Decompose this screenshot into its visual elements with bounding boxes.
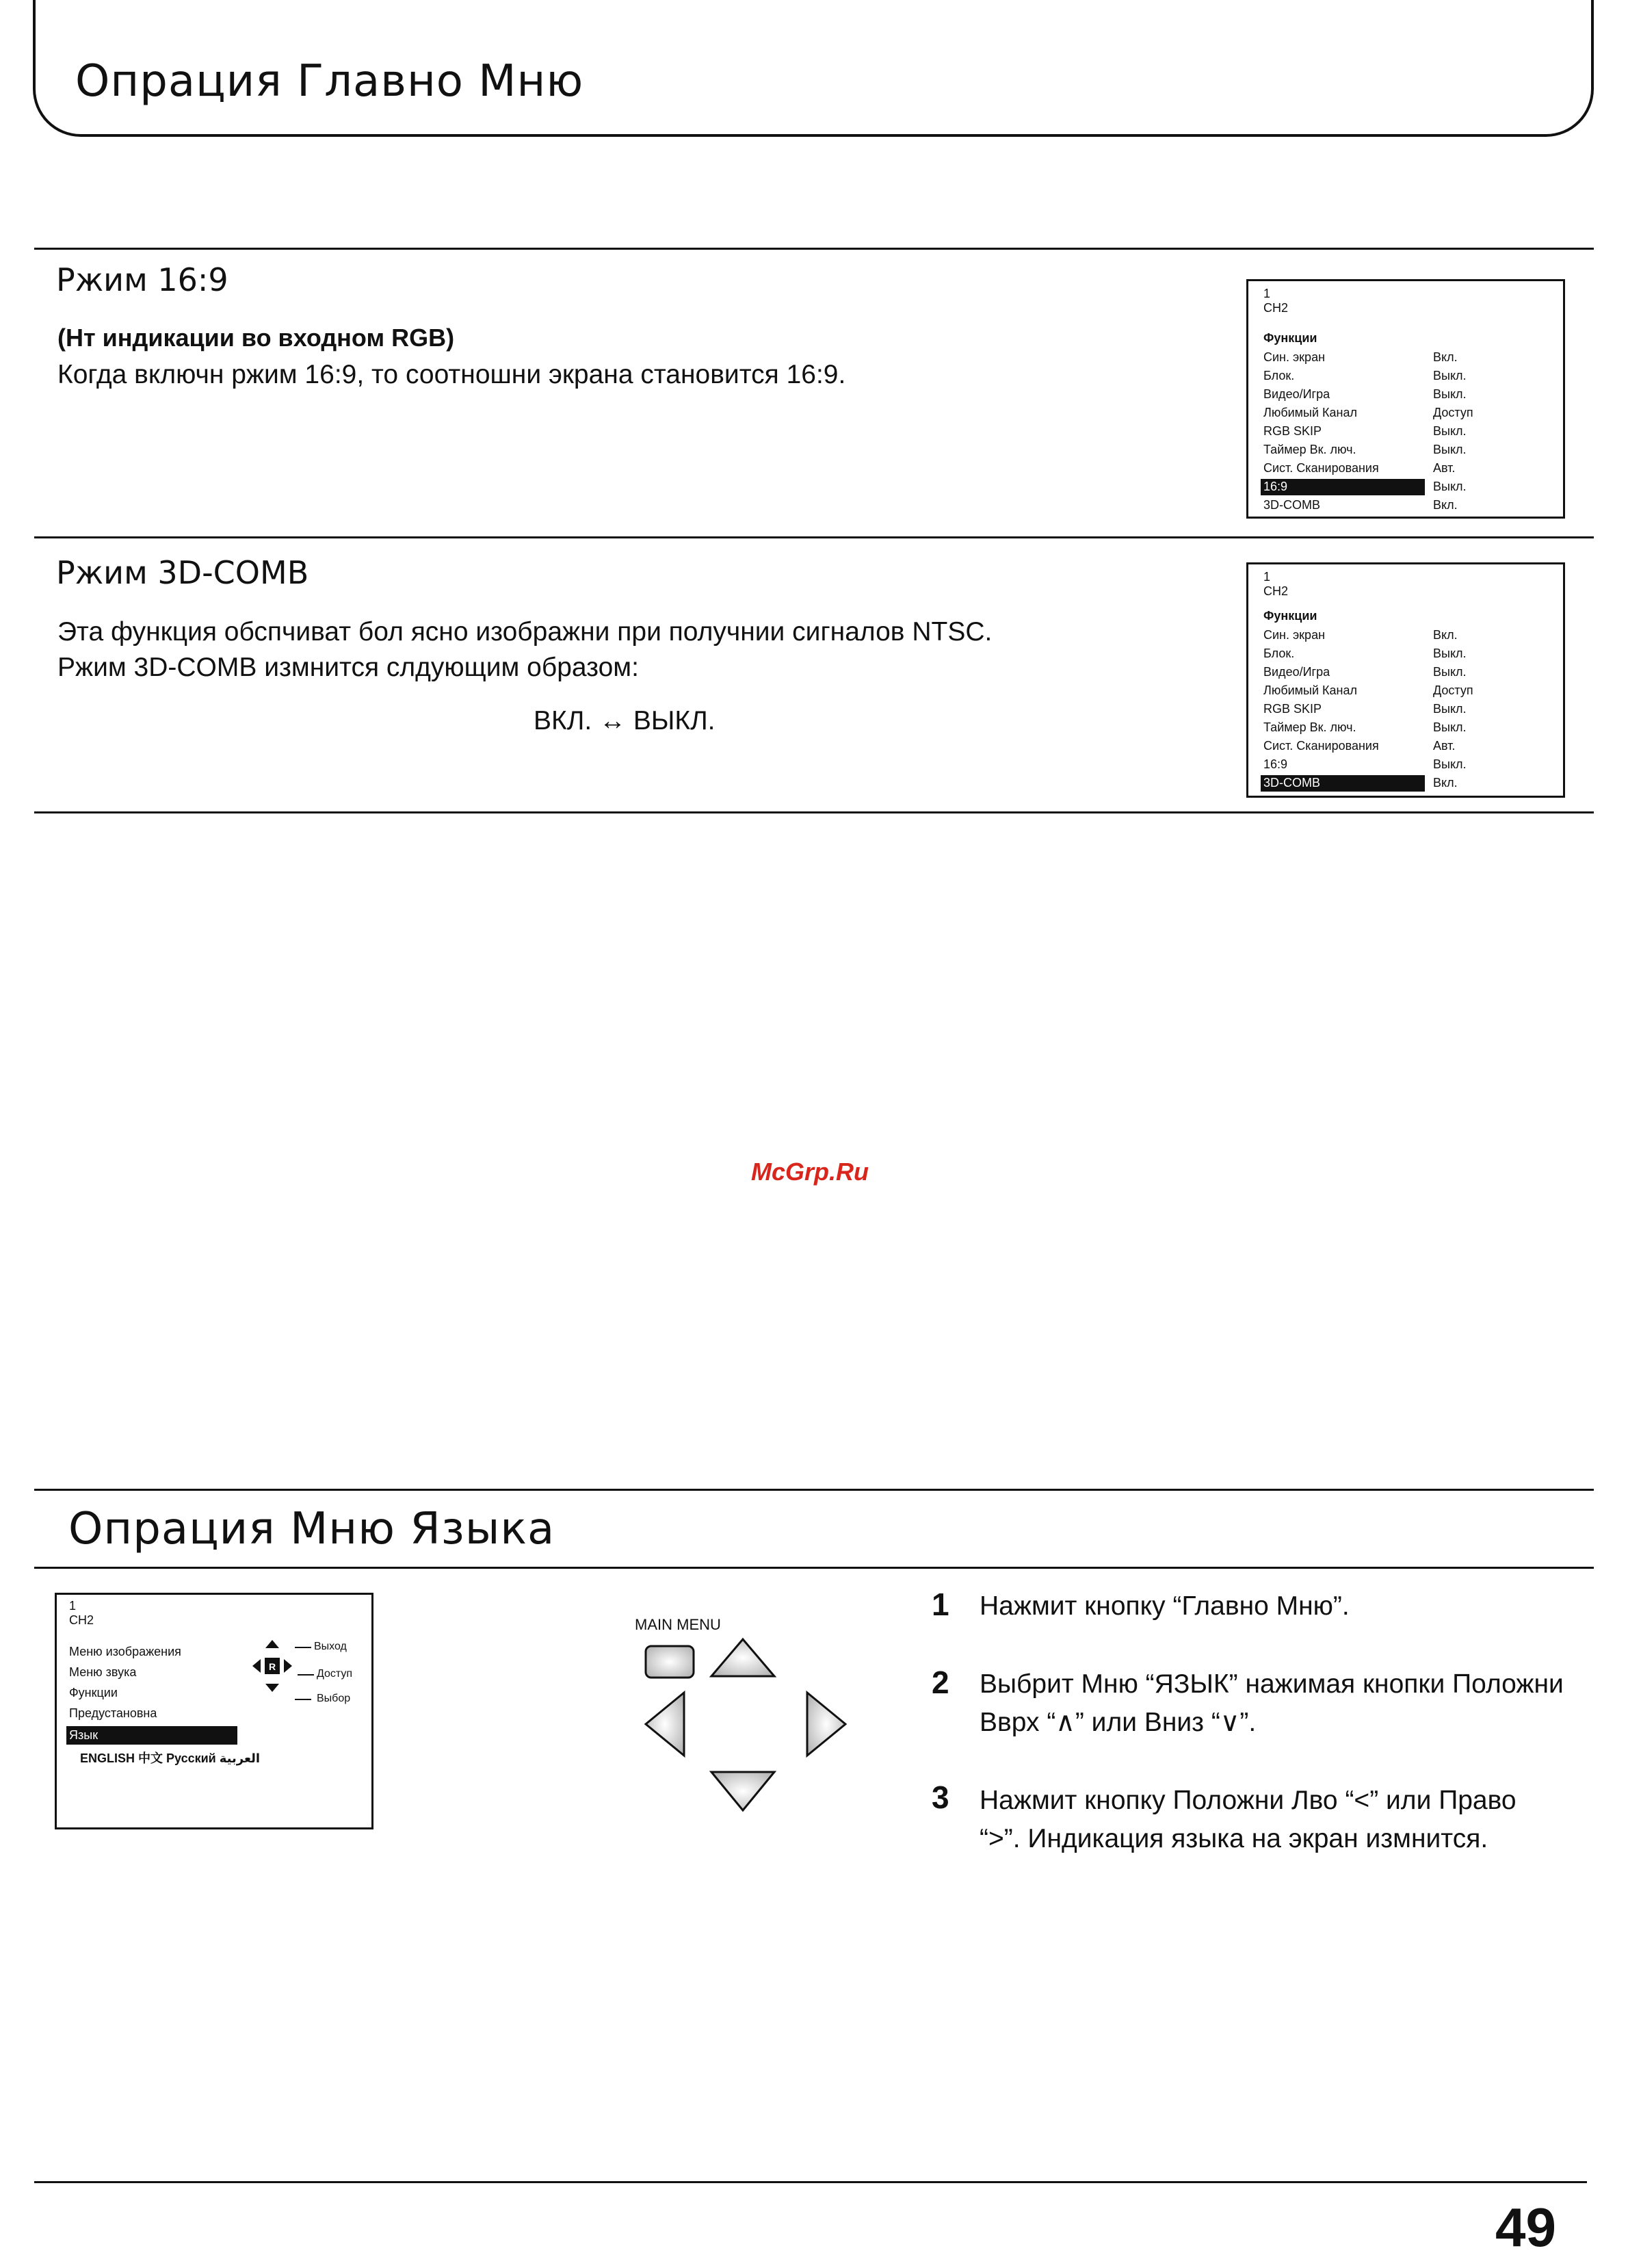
osd-number: 1 bbox=[1263, 570, 1271, 584]
osd-channel: CH2 bbox=[69, 1613, 94, 1627]
divider bbox=[34, 2181, 1587, 2183]
divider bbox=[34, 248, 1594, 250]
osd-row: RGB SKIP Выкл. bbox=[1263, 702, 1467, 716]
osd-menu-item: Функции bbox=[69, 1686, 118, 1699]
main-menu-label: MAIN MENU bbox=[635, 1616, 721, 1633]
osd-row: Видео/Игра Выкл. bbox=[1263, 665, 1467, 679]
divider bbox=[34, 536, 1594, 538]
osd-row: Блок. Выкл. bbox=[1263, 647, 1467, 660]
mode3d-toggle: ВКЛ. ↔ ВЫКЛ. bbox=[534, 706, 715, 735]
osd-row: Блок. Выкл. bbox=[1263, 369, 1467, 382]
osd-row-selected: 3D-COMB Вкл. bbox=[1248, 774, 1563, 792]
step-text: Нажмит кнопку Положни Лво “<” или Право bbox=[980, 1786, 1517, 1815]
mode3d-line1: Эта функция обспчиват бол ясно изображни при получнии сигналов NTSC. bbox=[57, 617, 993, 647]
osd-heading: Функции bbox=[1263, 609, 1317, 623]
page-title: Опрация Главно Мню bbox=[75, 56, 584, 107]
osd-channel: CH2 bbox=[1263, 584, 1289, 598]
step-number: 2 bbox=[932, 1665, 949, 1700]
osd-heading: Функции bbox=[1263, 331, 1317, 345]
osd-number: 1 bbox=[69, 1599, 77, 1613]
main-menu-button[interactable] bbox=[646, 1646, 694, 1678]
legend-label: Выход bbox=[314, 1641, 347, 1652]
step-text: Вврх “∧” или Вниз “∨”. bbox=[980, 1708, 1257, 1737]
osd-menu-item: Меню изображения bbox=[69, 1645, 181, 1658]
osd-language-list: ENGLISH 中文 Русский العربية bbox=[80, 1751, 261, 1765]
osd-row: 3D-COMB Вкл. bbox=[1263, 498, 1458, 512]
osd-row: Любимый Канал Доступ bbox=[1263, 406, 1473, 419]
mode169-text: Когда включн ржим 16:9, то соотношни экрана становится 16:9. bbox=[57, 360, 846, 389]
remote-dpad[interactable] bbox=[629, 1635, 862, 1820]
divider bbox=[34, 1489, 1594, 1491]
osd-menu-item: Предустановна bbox=[69, 1706, 157, 1720]
osd-row: Сист. Сканирования Авт. bbox=[1263, 739, 1456, 753]
lang-title: Опрация Мню Языка bbox=[68, 1504, 555, 1554]
osd-menu-item-selected: Язык bbox=[69, 1728, 99, 1742]
up-arrow-icon[interactable] bbox=[711, 1639, 774, 1676]
osd-functions-169 bbox=[1246, 279, 1565, 519]
mini-dpad-key: R bbox=[268, 1661, 276, 1672]
osd-row: Син. экран Вкл. bbox=[1263, 628, 1458, 642]
step-text: Выбрит Мню “ЯЗЫК” нажимая кнопки Положни bbox=[980, 1669, 1564, 1699]
step-number: 1 bbox=[932, 1587, 949, 1622]
osd-row: Таймер Вк. люч. Выкл. bbox=[1263, 443, 1467, 456]
osd-row: Таймер Вк. люч. Выкл. bbox=[1263, 720, 1467, 734]
watermark: McGrp.Ru bbox=[751, 1158, 869, 1186]
osd-row: Любимый Канал Доступ bbox=[1263, 683, 1473, 697]
osd-row: Син. экран Вкл. bbox=[1263, 350, 1458, 364]
step-text: “>”. Индикация языка на экран измнится. bbox=[980, 1824, 1488, 1853]
osd-row: 16:9 Выкл. bbox=[1263, 757, 1467, 771]
divider bbox=[34, 1567, 1594, 1569]
divider bbox=[34, 811, 1594, 813]
osd-number: 1 bbox=[1263, 287, 1271, 300]
osd-row-selected: 16:9 Выкл. bbox=[1248, 478, 1563, 496]
step-number: 3 bbox=[932, 1780, 949, 1815]
mini-dpad-icon bbox=[250, 1639, 295, 1693]
osd-row: Видео/Игра Выкл. bbox=[1263, 387, 1467, 401]
left-arrow-icon[interactable] bbox=[646, 1693, 684, 1756]
osd-functions-3dcomb bbox=[1246, 562, 1565, 798]
right-arrow-icon[interactable] bbox=[807, 1693, 845, 1756]
osd-row: RGB SKIP Выкл. bbox=[1263, 424, 1467, 438]
step-text: Нажмит кнопку “Главно Мню”. bbox=[980, 1591, 1350, 1621]
mode3d-title: Ржим 3D-COMB bbox=[56, 554, 309, 591]
mode3d-line2: Ржим 3D-COMB измнится слдующим образом: bbox=[57, 653, 639, 682]
down-arrow-icon[interactable] bbox=[711, 1772, 774, 1810]
osd-row: Сист. Сканирования Авт. bbox=[1263, 461, 1456, 475]
legend-label: Доступ bbox=[317, 1668, 353, 1680]
mode169-note: (Нт индикации во входном RGB) bbox=[57, 324, 455, 352]
osd-channel: CH2 bbox=[1263, 301, 1289, 315]
legend-label: Выбор bbox=[317, 1693, 351, 1704]
page-number: 49 bbox=[1495, 2197, 1556, 2258]
mode169-title: Ржим 16:9 bbox=[56, 261, 228, 298]
osd-menu-item: Меню звука bbox=[69, 1665, 137, 1679]
osd-language bbox=[55, 1593, 373, 1829]
